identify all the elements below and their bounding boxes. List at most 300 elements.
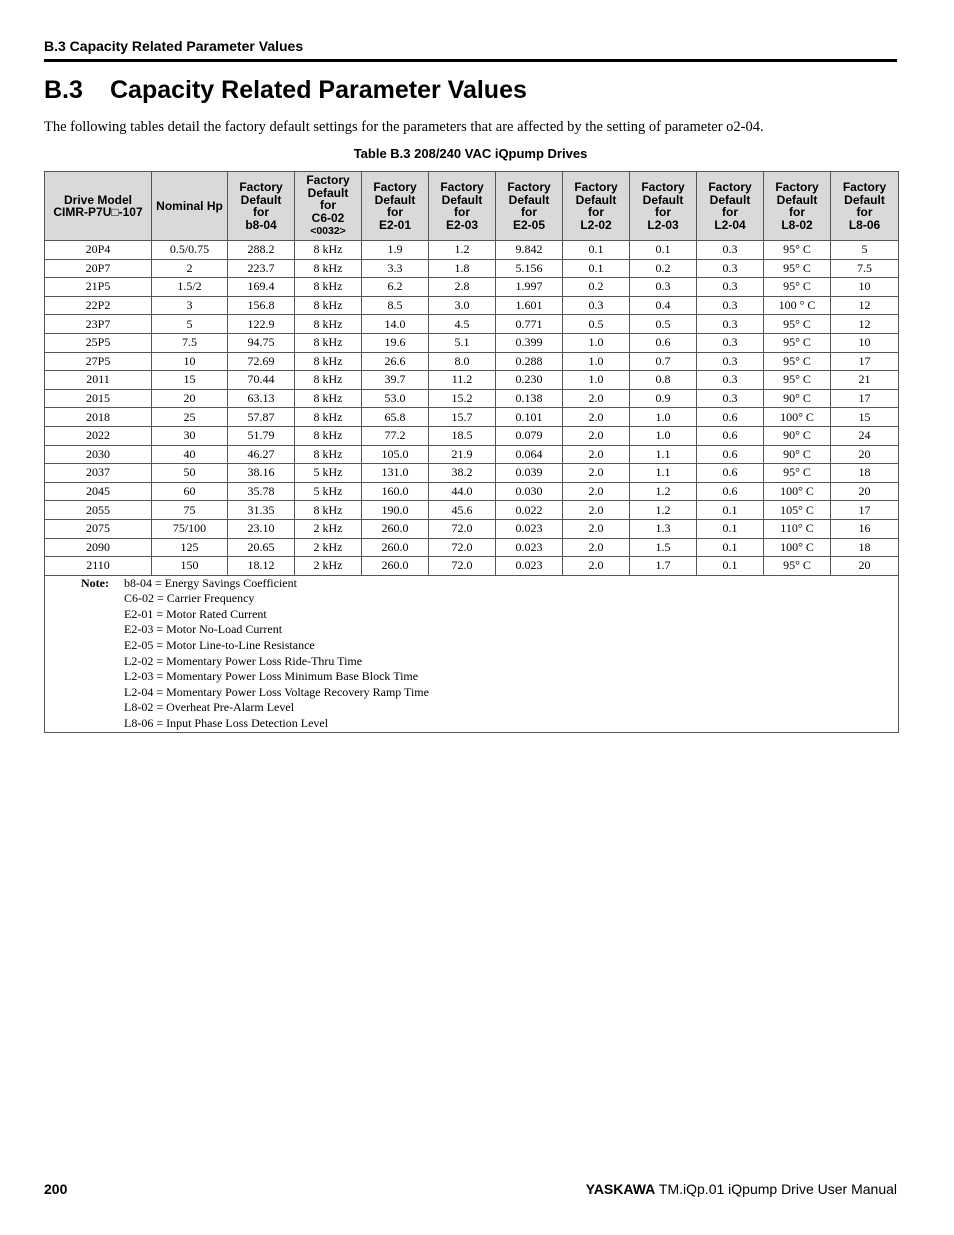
table-cell: 0.3 (697, 333, 764, 352)
table-cell: 12 (831, 315, 899, 334)
note-item: E2-01 = Motor Rated Current (124, 606, 267, 621)
table-cell: 0.6 (697, 464, 764, 483)
note-item: L8-02 = Overheat Pre-Alarm Level (124, 700, 295, 715)
table-cell: 2090 (45, 538, 152, 557)
column-header-line: Default (709, 192, 751, 207)
table-cell: 288.2 (228, 241, 295, 260)
table-cell: 57.87 (228, 408, 295, 427)
column-header-line: for (856, 205, 873, 219)
table-cell: 5 (831, 241, 899, 260)
table-cell: 44.0 (429, 482, 496, 501)
footer-brand: YASKAWA (585, 1181, 656, 1197)
table-cell: 0.6 (697, 482, 764, 501)
table-cell: 1.1 (630, 464, 697, 483)
table-cell: 21P5 (45, 278, 152, 297)
table-cell: 1.0 (563, 352, 630, 371)
table-cell: 72.0 (429, 557, 496, 576)
table-cell: 2.0 (563, 557, 630, 576)
page-number: 200 (44, 1181, 68, 1197)
table-cell: 18.5 (429, 426, 496, 445)
table-cell: 2018 (45, 408, 152, 427)
table-cell: 260.0 (362, 538, 429, 557)
table-cell: 0.3 (697, 259, 764, 278)
table-cell: 8 kHz (295, 371, 362, 390)
table-cell: 0.6 (630, 333, 697, 352)
table-caption: Table B.3 208/240 VAC iQpump Drives (353, 146, 588, 161)
table-cell: 2022 (45, 426, 152, 445)
column-header-tag: <0032> (310, 225, 346, 238)
table-cell: 95° C (764, 557, 831, 576)
table-cell: 2.0 (563, 389, 630, 408)
table-row (45, 315, 899, 334)
table-cell: 0.3 (630, 278, 697, 297)
column-header-line: Factory (507, 180, 551, 194)
table-row (45, 371, 899, 390)
table-cell: 15 (831, 408, 899, 427)
column-header-line: for (789, 205, 805, 219)
table-cell: 0.5 (563, 315, 630, 334)
table-cell: 0.3 (697, 389, 764, 408)
table-cell: 1.0 (630, 426, 697, 445)
column-header-line: Factory (239, 180, 283, 194)
table-cell: 51.79 (228, 426, 295, 445)
column-header-line: Default (776, 192, 818, 207)
table-cell: 90° C (764, 389, 831, 408)
column-header (152, 172, 228, 241)
table-cell: 260.0 (362, 557, 429, 576)
table-cell: 2.0 (563, 501, 630, 520)
column-header (429, 172, 496, 241)
table-cell: 20 (831, 445, 899, 464)
table-cell: 5 (152, 315, 228, 334)
table-cell: 2.8 (429, 278, 496, 297)
table-cell: 5.156 (496, 259, 563, 278)
table-cell: 0.3 (697, 241, 764, 260)
note-item: E2-03 = Motor No-Load Current (124, 622, 283, 637)
table-row (45, 408, 899, 427)
table-row (45, 538, 899, 557)
table-cell: 40 (152, 445, 228, 464)
table-cell: 8 kHz (295, 352, 362, 371)
table-cell: 10 (831, 278, 899, 297)
table-cell: 10 (831, 333, 899, 352)
table-cell: 1.0 (563, 333, 630, 352)
table-cell: 8 kHz (295, 315, 362, 334)
table-row (45, 519, 899, 538)
table-cell: 1.8 (429, 259, 496, 278)
table-cell: 0.1 (697, 557, 764, 576)
table-cell: 22P2 (45, 296, 152, 315)
table-cell: 2037 (45, 464, 152, 483)
table-cell: 18.12 (228, 557, 295, 576)
table-cell: 19.6 (362, 333, 429, 352)
table-cell: 0.079 (496, 426, 563, 445)
table-cell: 0.230 (496, 371, 563, 390)
table-cell: 15.2 (429, 389, 496, 408)
table-cell: 0.1 (697, 538, 764, 557)
table-cell: 20 (152, 389, 228, 408)
table-cell: 122.9 (228, 315, 295, 334)
table-cell: 1.7 (630, 557, 697, 576)
column-header (45, 172, 152, 241)
table-cell: 2.0 (563, 482, 630, 501)
section-number: B.3 (44, 76, 83, 104)
column-header-line: Nominal Hp (156, 198, 223, 213)
table-cell: 260.0 (362, 519, 429, 538)
table-cell: 17 (831, 501, 899, 520)
table-cell: 0.399 (496, 333, 563, 352)
footer-manual-title (586, 1181, 897, 1197)
table-note (45, 576, 898, 732)
table-cell: 0.6 (697, 445, 764, 464)
table-cell: 95° C (764, 278, 831, 297)
table-cell: 2.0 (563, 519, 630, 538)
table-cell: 8 kHz (295, 408, 362, 427)
table-cell: 1.2 (630, 482, 697, 501)
table-cell: 2011 (45, 371, 152, 390)
table-cell: 23.10 (228, 519, 295, 538)
table-cell: 131.0 (362, 464, 429, 483)
note-item: L2-03 = Momentary Power Loss Minimum Base Block Time (124, 669, 419, 684)
note-list (124, 576, 429, 732)
table-cell: 0.288 (496, 352, 563, 371)
column-header-line: Default (441, 192, 483, 207)
column-header-line: Default (642, 192, 684, 207)
table-cell: 25P5 (45, 333, 152, 352)
note-item: L2-02 = Momentary Power Loss Ride-Thru Time (124, 653, 363, 668)
table-cell: 3.3 (362, 259, 429, 278)
column-header-line: CIMR-P7U□-107 (53, 205, 143, 219)
table-cell: 2.0 (563, 538, 630, 557)
table-cell: 18 (831, 538, 899, 557)
table-cell: 2055 (45, 501, 152, 520)
table-row (45, 464, 899, 483)
table-row (45, 352, 899, 371)
table-cell: 8 kHz (295, 445, 362, 464)
table-cell: 35.78 (228, 482, 295, 501)
table-cell: 8 kHz (295, 296, 362, 315)
column-header-line: for (655, 205, 671, 219)
note-item: C6-02 = Carrier Frequency (124, 591, 255, 606)
note-item: L8-06 = Input Phase Loss Detection Level (124, 716, 329, 731)
column-header-line: Default (240, 192, 282, 207)
table-cell: 16 (831, 519, 899, 538)
table-cell: 20 (831, 482, 899, 501)
table-cell: 95° C (764, 352, 831, 371)
table-row (45, 278, 899, 297)
table-cell: 2.0 (563, 408, 630, 427)
table-row (45, 501, 899, 520)
table-cell: 0.1 (563, 241, 630, 260)
column-header-line: Factory (373, 180, 417, 194)
table-cell: 0.5 (630, 315, 697, 334)
table-row (45, 557, 899, 576)
table-cell: 8 kHz (295, 426, 362, 445)
column-header (362, 172, 429, 241)
table-cell: 0.771 (496, 315, 563, 334)
table-cell: 90° C (764, 445, 831, 464)
table-head (45, 172, 899, 241)
table-cell: 0.064 (496, 445, 563, 464)
column-header-line: L2-03 (647, 217, 679, 232)
table-cell: 2030 (45, 445, 152, 464)
table-cell: 0.3 (697, 296, 764, 315)
column-header-line: E2-03 (445, 217, 479, 232)
table-cell: 0.2 (563, 278, 630, 297)
table-cell: 0.3 (563, 296, 630, 315)
column-header-line: Factory (842, 180, 887, 194)
note-cell (45, 575, 899, 732)
running-header: B.3 Capacity Related Parameter Values (44, 38, 897, 62)
table-cell: 2.0 (563, 464, 630, 483)
table-cell: 20 (831, 557, 899, 576)
table-cell: 75 (152, 501, 228, 520)
section-title-text: Capacity Related Parameter Values (110, 76, 527, 104)
table-cell: 95° C (764, 241, 831, 260)
table-cell: 11.2 (429, 371, 496, 390)
column-header (295, 172, 362, 241)
table-cell: 8 kHz (295, 333, 362, 352)
table-cell: 27P5 (45, 352, 152, 371)
table-row (45, 445, 899, 464)
table-cell: 17 (831, 389, 899, 408)
table-cell: 21.9 (429, 445, 496, 464)
note-item: L2-04 = Momentary Power Loss Voltage Recovery Ramp Time (124, 684, 429, 699)
table-cell: 3 (152, 296, 228, 315)
table-cell: 1.5/2 (152, 278, 228, 297)
footer-manual: TM.iQp.01 iQpump Drive User Manual (658, 1181, 897, 1197)
table-cell: 190.0 (362, 501, 429, 520)
section-title (44, 76, 527, 105)
table-cell: 1.0 (563, 371, 630, 390)
column-header-line: Default (575, 192, 617, 207)
table-cell: 0.6 (697, 408, 764, 427)
table-cell: 0.3 (697, 278, 764, 297)
table-cell: 2 kHz (295, 557, 362, 576)
column-header-line: Default (844, 192, 885, 207)
column-header-line: L8-06 (848, 217, 881, 232)
table-cell: 0.7 (630, 352, 697, 371)
table-cell: 15 (152, 371, 228, 390)
column-header-line: Factory (306, 173, 350, 188)
table-cell: 1.3 (630, 519, 697, 538)
table-cell: 156.8 (228, 296, 295, 315)
table-cell: 0.6 (697, 426, 764, 445)
column-header (630, 172, 697, 241)
table-cell: 95° C (764, 333, 831, 352)
table-cell: 1.997 (496, 278, 563, 297)
table-cell: 5 kHz (295, 482, 362, 501)
table-cell: 5.1 (429, 333, 496, 352)
column-header-line: Factory (574, 180, 618, 194)
table-cell: 0.4 (630, 296, 697, 315)
table-cell: 1.0 (630, 408, 697, 427)
table-row (45, 259, 899, 278)
table-cell: 125 (152, 538, 228, 557)
column-header-line: b8-04 (245, 217, 277, 232)
table-cell: 110° C (764, 519, 831, 538)
table-cell: 100 ° C (764, 296, 831, 315)
table-cell: 4.5 (429, 315, 496, 334)
column-header-line: for (253, 205, 269, 219)
table-cell: 223.7 (228, 259, 295, 278)
column-header-line: Factory (440, 180, 484, 194)
table-cell: 8.0 (429, 352, 496, 371)
column-header (831, 172, 899, 241)
table-cell: 46.27 (228, 445, 295, 464)
column-header-line: Default (508, 192, 550, 207)
column-header-line: Factory (708, 180, 752, 194)
table-cell: 31.35 (228, 501, 295, 520)
table-cell: 18 (831, 464, 899, 483)
table-cell: 0.1 (697, 519, 764, 538)
table-cell: 2015 (45, 389, 152, 408)
column-header (697, 172, 764, 241)
column-header-line: for (588, 205, 604, 219)
table-cell: 0.2 (630, 259, 697, 278)
table-cell: 0.023 (496, 557, 563, 576)
table-body (45, 241, 899, 733)
column-header (563, 172, 630, 241)
column-header-line: E2-01 (378, 217, 412, 232)
column-header-line: L2-02 (580, 217, 612, 232)
note-row (45, 575, 899, 732)
table-cell: 0.101 (496, 408, 563, 427)
column-header (764, 172, 831, 241)
table-cell: 50 (152, 464, 228, 483)
table-cell: 0.1 (697, 501, 764, 520)
table-cell: 100° C (764, 538, 831, 557)
table-cell: 8 kHz (295, 501, 362, 520)
table-cell: 95° C (764, 259, 831, 278)
table-cell: 94.75 (228, 333, 295, 352)
table-cell: 95° C (764, 315, 831, 334)
table-cell: 169.4 (228, 278, 295, 297)
capacity-parameter-table (44, 171, 899, 733)
table-cell: 10 (152, 352, 228, 371)
note-item: b8-04 = Energy Savings Coefficient (124, 575, 297, 590)
table-cell: 0.023 (496, 519, 563, 538)
column-header-line: Factory (641, 180, 685, 194)
table-cell: 30 (152, 426, 228, 445)
table-cell: 2.0 (563, 445, 630, 464)
table-cell: 2.0 (563, 426, 630, 445)
table-cell: 72.0 (429, 538, 496, 557)
table-row (45, 296, 899, 315)
table-cell: 1.2 (429, 241, 496, 260)
table-cell: 9.842 (496, 241, 563, 260)
table-cell: 38.16 (228, 464, 295, 483)
column-header-line: Default (307, 185, 349, 200)
column-header-line: Drive Model (63, 192, 132, 207)
table-cell: 20P7 (45, 259, 152, 278)
table-cell: 105° C (764, 501, 831, 520)
table-cell: 0.5/0.75 (152, 241, 228, 260)
table-cell: 150 (152, 557, 228, 576)
column-header (228, 172, 295, 241)
table-cell: 77.2 (362, 426, 429, 445)
column-header-line: L2-04 (714, 217, 746, 232)
table-cell: 5 kHz (295, 464, 362, 483)
table-cell: 90° C (764, 426, 831, 445)
column-header-line: C6-02 (311, 210, 345, 225)
column-header-line: for (521, 205, 537, 219)
table-cell: 0.3 (697, 352, 764, 371)
table-cell: 1.2 (630, 501, 697, 520)
table-row (45, 426, 899, 445)
table-cell: 53.0 (362, 389, 429, 408)
table-cell: 20.65 (228, 538, 295, 557)
table-cell: 72.0 (429, 519, 496, 538)
table-cell: 65.8 (362, 408, 429, 427)
note-label: Note: (81, 575, 109, 590)
table-cell: 24 (831, 426, 899, 445)
table-cell: 100° C (764, 482, 831, 501)
column-header-line: Factory (775, 180, 819, 194)
table-cell: 23P7 (45, 315, 152, 334)
table-cell: 60 (152, 482, 228, 501)
table-cell: 39.7 (362, 371, 429, 390)
table-cell: 45.6 (429, 501, 496, 520)
table-cell: 0.1 (563, 259, 630, 278)
table-row (45, 333, 899, 352)
table-cell: 38.2 (429, 464, 496, 483)
table-cell: 0.039 (496, 464, 563, 483)
table-cell: 15.7 (429, 408, 496, 427)
table-cell: 8 kHz (295, 278, 362, 297)
table-cell: 7.5 (831, 259, 899, 278)
column-header-line: for (722, 205, 738, 219)
table-cell: 63.13 (228, 389, 295, 408)
table-cell: 0.3 (697, 371, 764, 390)
table-cell: 0.030 (496, 482, 563, 501)
column-header-line: E2-05 (512, 217, 546, 232)
table-cell: 2 kHz (295, 538, 362, 557)
table-cell: 75/100 (152, 519, 228, 538)
column-header-line: for (454, 205, 470, 219)
table-cell: 8 kHz (295, 389, 362, 408)
table-cell: 2110 (45, 557, 152, 576)
table-cell: 0.1 (630, 241, 697, 260)
table-cell: 2045 (45, 482, 152, 501)
table-cell: 95° C (764, 371, 831, 390)
column-header-line: for (387, 205, 403, 219)
column-header-line: for (320, 198, 336, 213)
header-row (45, 172, 899, 241)
table-cell: 0.022 (496, 501, 563, 520)
table-cell: 26.6 (362, 352, 429, 371)
note-item: E2-05 = Motor Line-to-Line Resistance (124, 638, 315, 653)
column-header-line: Default (374, 192, 416, 207)
column-header (496, 172, 563, 241)
table-cell: 20P4 (45, 241, 152, 260)
table-cell: 0.023 (496, 538, 563, 557)
table-cell: 70.44 (228, 371, 295, 390)
table-cell: 21 (831, 371, 899, 390)
table-cell: 160.0 (362, 482, 429, 501)
table-row (45, 389, 899, 408)
table-cell: 1.9 (362, 241, 429, 260)
table-cell: 0.138 (496, 389, 563, 408)
table-cell: 8.5 (362, 296, 429, 315)
table-cell: 3.0 (429, 296, 496, 315)
table-row (45, 241, 899, 260)
table-cell: 105.0 (362, 445, 429, 464)
table-cell: 0.3 (697, 315, 764, 334)
table-cell: 95° C (764, 464, 831, 483)
table-cell: 1.1 (630, 445, 697, 464)
table-cell: 1.601 (496, 296, 563, 315)
